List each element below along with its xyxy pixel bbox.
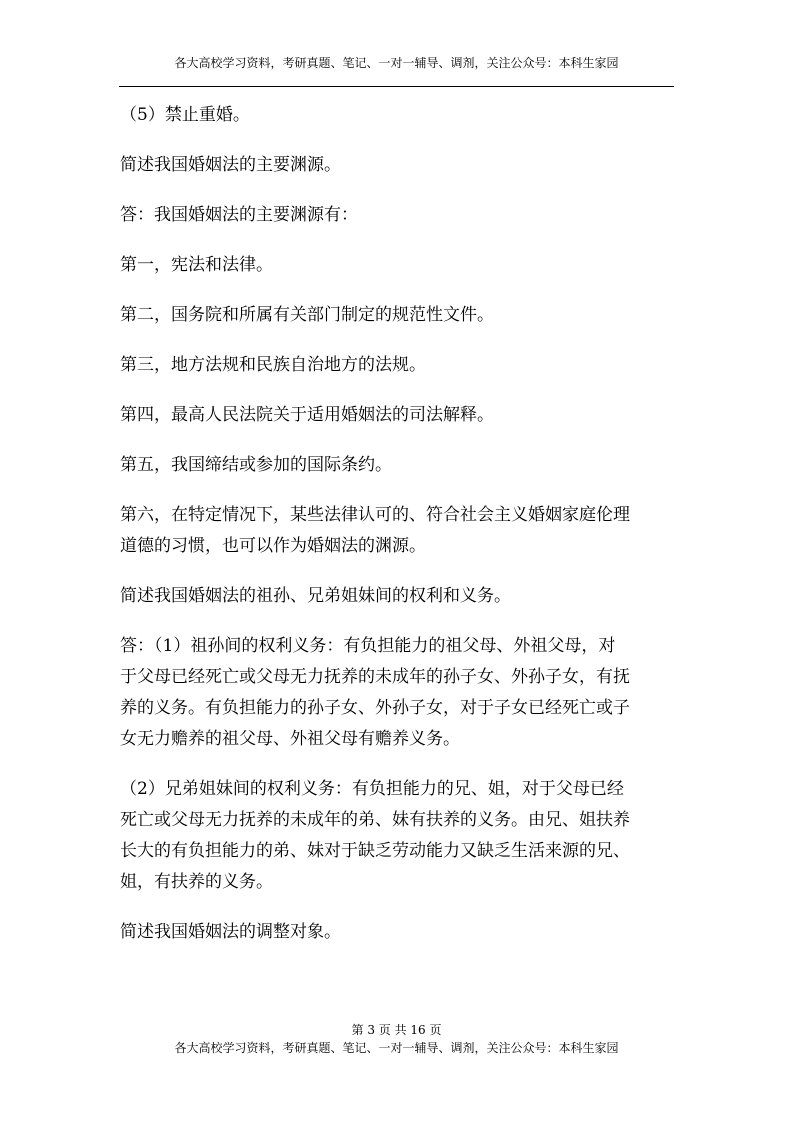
page-header: 各大高校学习资料，考研真题、笔记、一对一辅导、调剂，关注公众号：本科生家园 — [174, 56, 619, 70]
source-item-6 — [120, 500, 676, 562]
page-number: 第 3 页 共 16 页 — [351, 1023, 442, 1037]
question-heading: 简述我国婚姻法的调整对象。 — [120, 922, 341, 942]
source-item-5: 第五，我国缔结或参加的国际条约。 — [120, 455, 392, 475]
answer-paragraph-1 — [120, 631, 676, 755]
answer-intro: 答：我国婚姻法的主要渊源有： — [120, 205, 358, 225]
text-line: 于父母已经死亡或父母无力抚养的未成年的孙子女、外孙子女，有抚 — [120, 667, 630, 687]
text-line: 死亡或父母无力抚养的未成年的弟、妹有扶养的义务。由兄、姐扶养 — [120, 810, 630, 830]
text-line: 第六，在特定情况下，某些法律认可的、符合社会主义婚姻家庭伦理 — [120, 505, 630, 525]
page-footer: 各大高校学习资料，考研真题、笔记、一对一辅导、调剂，关注公众号：本科生家园 — [174, 1041, 619, 1055]
header-divider — [119, 86, 674, 87]
source-item-3: 第三，地方法规和民族自治地方的法规。 — [120, 355, 426, 375]
text-line: （2）兄弟姐妹间的权利义务：有负担能力的兄、姐，对于父母已经 — [120, 779, 624, 799]
source-item-1: 第一，宪法和法律。 — [120, 255, 273, 275]
paragraph-item-5: （5）禁止重婚。 — [120, 105, 250, 125]
question-heading: 简述我国婚姻法的祖孙、兄弟姐妹间的权利和义务。 — [120, 586, 511, 606]
text-line: 长大的有负担能力的弟、妹对于缺乏劳动能力又缺乏生活来源的兄、 — [120, 841, 630, 861]
source-item-4: 第四，最高人民法院关于适用婚姻法的司法解释。 — [120, 405, 494, 425]
answer-paragraph-2 — [120, 774, 676, 898]
question-heading: 简述我国婚姻法的主要渊源。 — [120, 155, 341, 175]
text-line: 养的义务。有负担能力的孙子女、外孙子女，对于子女已经死亡或子 — [120, 698, 630, 718]
text-line: 女无力赡养的祖父母、外祖父母有赡养义务。 — [120, 729, 460, 749]
text-line: 姐，有扶养的义务。 — [120, 872, 273, 892]
source-item-2: 第二，国务院和所属有关部门制定的规范性文件。 — [120, 305, 494, 325]
text-line: 答：（1）祖孙间的权利义务：有负担能力的祖父母、外祖父母，对 — [120, 636, 616, 656]
text-line: 道德的习惯，也可以作为婚姻法的渊源。 — [120, 536, 426, 556]
document-body — [120, 100, 676, 948]
